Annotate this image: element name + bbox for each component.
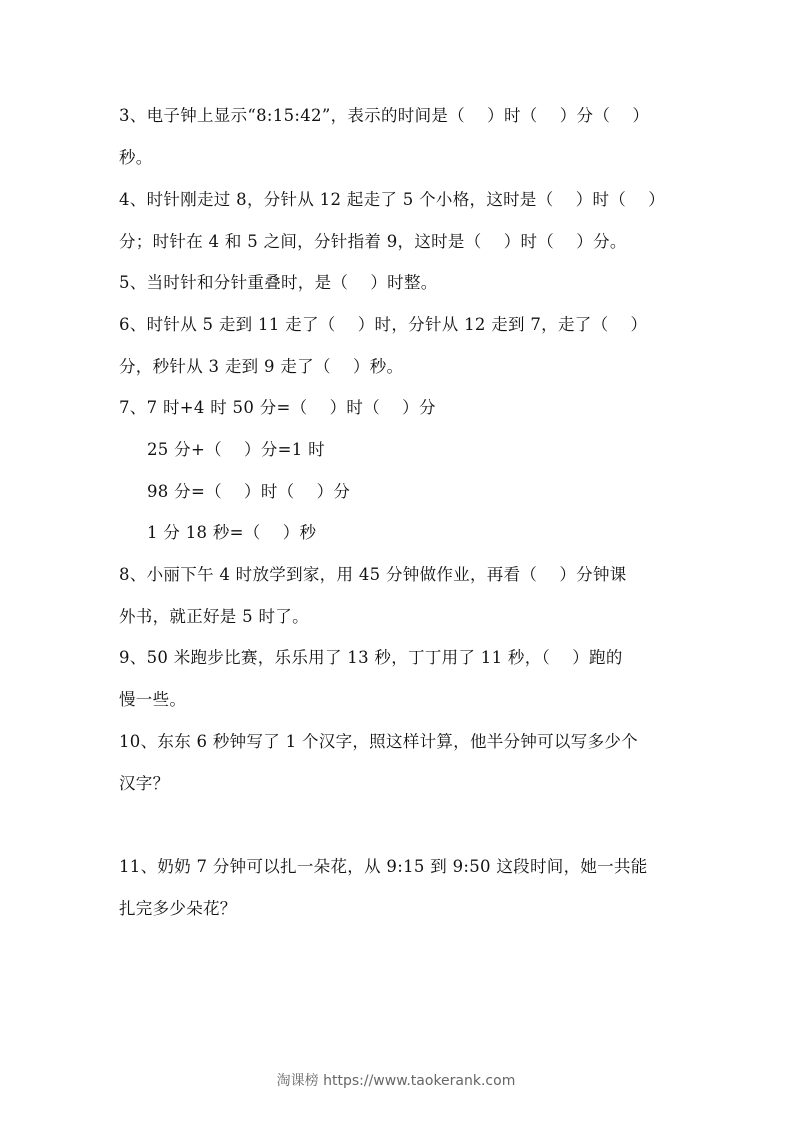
question-7-sub-2: 98 分=（ ）时（ ）分 [147,482,351,501]
question-11-line-1: 11、奶奶 7 分钟可以扎一朵花，从 9:15 到 9:50 这段时间，她一共能 [119,857,648,876]
question-8-line-1: 8、小丽下午 4 时放学到家，用 45 分钟做作业，再看（ ）分钟课 [119,565,627,584]
question-5-line-1: 5、当时针和分针重叠时，是（ ）时整。 [119,273,438,292]
question-4-line-2: 分；时针在 4 和 5 之间，分针指着 9，这时是（ ）时（ ）分。 [119,232,627,251]
question-9-line-2: 慢一些。 [119,690,187,709]
question-3-line-2: 秒。 [119,148,153,167]
question-7-line-1: 7、7 时+4 时 50 分=（ ）时（ ）分 [119,398,436,417]
question-10-line-2: 汉字？ [119,774,170,793]
question-8-line-2: 外书，就正好是 5 时了。 [119,607,309,626]
question-3-line-1: 3、电子钟上显示“8:15:42”，表示的时间是（ ）时（ ）分（ ） [119,106,650,125]
question-7-sub-1: 25 分+（ ）分=1 时 [147,440,325,459]
question-7-sub-3: 1 分 18 秒=（ ）秒 [147,523,317,542]
question-10-line-1: 10、东东 6 秒钟写了 1 个汉字，照这样计算，他半分钟可以写多少个 [119,732,638,751]
question-6-line-2: 分，秒针从 3 走到 9 走了（ ）秒。 [119,357,404,376]
question-6-line-1: 6、时针从 5 走到 11 走了（ ）时，分针从 12 走到 7，走了（ ） [119,315,648,334]
question-4-line-1: 4、时针刚走过 8，分针从 12 起走了 5 个小格，这时是（ ）时（ ） [119,190,666,209]
question-11-line-2: 扎完多少朵花？ [119,899,237,918]
question-9-line-1: 9、50 米跑步比赛，乐乐用了 13 秒，丁丁用了 11 秒，（ ）跑的 [119,648,623,667]
footer-watermark: 淘课榜 https://www.taokerank.com [276,1073,516,1089]
